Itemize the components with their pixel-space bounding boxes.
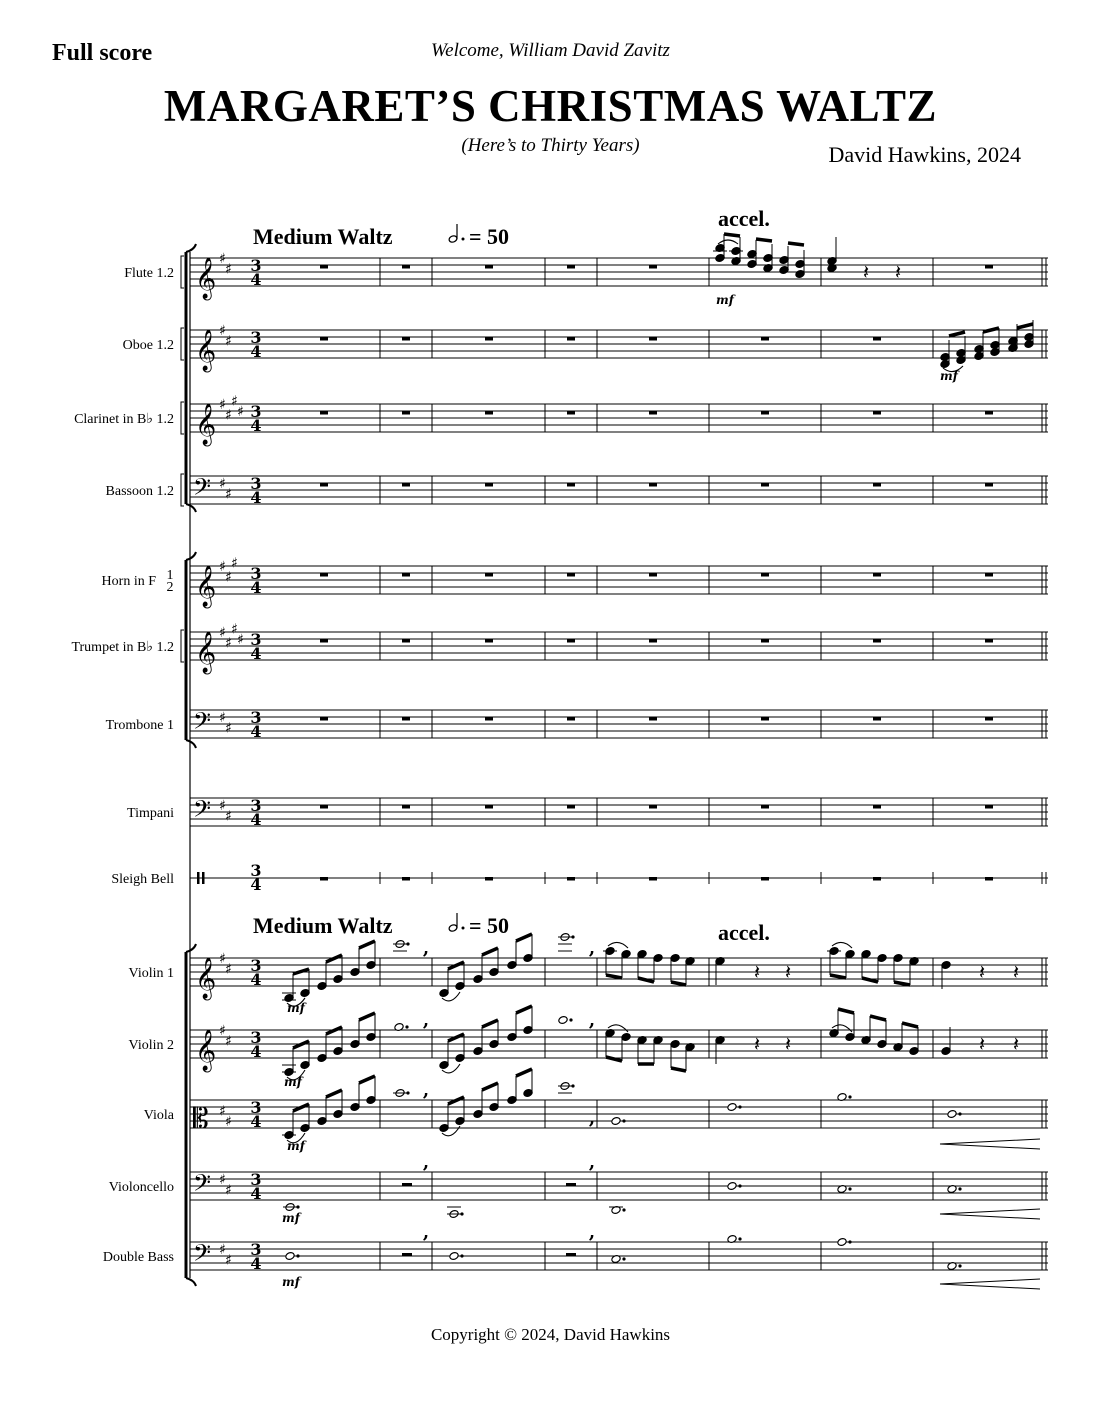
time-signature-bottom: 4 bbox=[250, 1042, 262, 1061]
dynamic-mf: mf bbox=[940, 369, 958, 383]
crescendo-hairpin bbox=[940, 1279, 1040, 1289]
note-beam bbox=[448, 1034, 464, 1041]
key-sharp: ♯ bbox=[219, 1023, 226, 1039]
quarter-rest: 𝄽 bbox=[753, 1032, 761, 1056]
quarter-rest: 𝄽 bbox=[1012, 960, 1020, 984]
key-sharp: ♯ bbox=[225, 808, 232, 825]
note-dot bbox=[848, 1095, 851, 1098]
measure-rest bbox=[761, 483, 769, 487]
instrument-label: Flute 1.2 bbox=[124, 266, 174, 281]
time-signature-top: 3 bbox=[250, 1098, 262, 1117]
note-dot bbox=[460, 1254, 463, 1257]
alto-clef: 𝄡 bbox=[193, 1102, 209, 1135]
measure-rest bbox=[567, 337, 575, 341]
time-signature-top: 3 bbox=[250, 956, 262, 975]
quarter-rest: 𝄽 bbox=[1012, 1032, 1020, 1056]
instrument-label-suffix: 2 bbox=[166, 580, 174, 595]
bracket-cap bbox=[186, 552, 196, 560]
measure-rest bbox=[485, 483, 493, 487]
time-signature-top: 3 bbox=[250, 474, 262, 493]
measure-rest bbox=[320, 411, 328, 415]
measure-rest bbox=[761, 717, 769, 721]
treble-clef: 𝄞 bbox=[195, 566, 217, 607]
key-sharp: ♯ bbox=[219, 476, 226, 492]
measure-rest bbox=[320, 717, 328, 721]
tempo-value: = 50 bbox=[469, 913, 510, 938]
measure-rest bbox=[873, 717, 881, 721]
measure-rest bbox=[985, 483, 993, 487]
time-signature-top: 3 bbox=[250, 564, 262, 583]
part-subbracket bbox=[181, 256, 184, 288]
breath-mark: , bbox=[588, 938, 596, 959]
measure-rest bbox=[485, 265, 493, 269]
measure-rest bbox=[485, 573, 493, 577]
measure-rest bbox=[485, 411, 493, 415]
time-signature-bottom: 4 bbox=[250, 644, 262, 663]
breath-mark: , bbox=[588, 1010, 596, 1031]
crescendo-hairpin bbox=[940, 1139, 1040, 1149]
treble-clef: 𝄞 bbox=[195, 1030, 217, 1071]
dynamic-mf: mf bbox=[287, 1139, 305, 1153]
measure-rest bbox=[567, 411, 575, 415]
tempo-marking-top: Medium Waltz bbox=[253, 224, 393, 249]
measure-rest bbox=[402, 265, 410, 269]
tempo-note-icon bbox=[448, 924, 458, 932]
measure-rest bbox=[402, 1183, 412, 1187]
key-sharp: ♯ bbox=[225, 486, 232, 503]
treble-clef: 𝄞 bbox=[195, 632, 217, 673]
bass-clef: 𝄢 bbox=[193, 707, 212, 740]
full-score-label: Full score bbox=[52, 40, 153, 66]
key-sharp: ♯ bbox=[225, 635, 232, 652]
measure-rest bbox=[402, 805, 410, 809]
quarter-rest: 𝄽 bbox=[862, 260, 870, 284]
key-sharp: ♯ bbox=[219, 397, 226, 413]
measure-rest bbox=[402, 877, 410, 881]
bass-clef: 𝄢 bbox=[193, 473, 212, 506]
quarter-rest: 𝄽 bbox=[753, 960, 761, 984]
measure-rest bbox=[567, 265, 575, 269]
measure-rest bbox=[873, 573, 881, 577]
percussion-clef bbox=[197, 872, 200, 884]
measure-rest bbox=[320, 573, 328, 577]
key-sharp: ♯ bbox=[225, 333, 232, 350]
part-subbracket bbox=[181, 402, 184, 434]
time-signature-top: 3 bbox=[250, 1240, 262, 1259]
note-beam bbox=[830, 975, 846, 978]
time-signature-top: 3 bbox=[250, 796, 262, 815]
measure-rest bbox=[320, 337, 328, 341]
note-dot bbox=[622, 1119, 625, 1122]
instrument-label: Trumpet in B♭ 1.2 bbox=[71, 640, 174, 655]
note-beam bbox=[516, 1006, 532, 1013]
quarter-rest: 𝄽 bbox=[978, 960, 986, 984]
note-beam bbox=[448, 1097, 464, 1104]
quarter-rest: 𝄽 bbox=[978, 1032, 986, 1056]
dynamic-mf: mf bbox=[282, 1275, 300, 1289]
bass-clef: 𝄢 bbox=[193, 795, 212, 828]
key-sharp: ♯ bbox=[219, 559, 226, 575]
measure-rest bbox=[873, 877, 881, 881]
instrument-label-suffix: 1 bbox=[166, 568, 174, 583]
time-signature-bottom: 4 bbox=[250, 875, 262, 894]
note-head bbox=[611, 1117, 621, 1126]
key-sharp: ♯ bbox=[219, 951, 226, 967]
measure-rest bbox=[985, 573, 993, 577]
measure-rest bbox=[567, 717, 575, 721]
key-sharp: ♯ bbox=[219, 1103, 226, 1120]
measure-rest bbox=[402, 639, 410, 643]
note-beam bbox=[671, 1068, 686, 1071]
time-signature-top: 3 bbox=[250, 328, 262, 347]
key-sharp: ♯ bbox=[231, 621, 238, 638]
time-signature-bottom: 4 bbox=[250, 270, 262, 289]
note-beam bbox=[983, 328, 999, 332]
note-beam bbox=[326, 1027, 342, 1034]
bass-clef: 𝄢 bbox=[193, 1239, 212, 1272]
measure-rest bbox=[485, 639, 493, 643]
measure-rest bbox=[402, 717, 410, 721]
note-beam bbox=[326, 955, 342, 962]
measure-rest bbox=[985, 805, 993, 809]
note-head bbox=[558, 1016, 568, 1025]
note-beam bbox=[359, 941, 375, 948]
key-sharp: ♯ bbox=[219, 1242, 226, 1258]
part-subbracket bbox=[181, 474, 184, 506]
treble-clef: 𝄞 bbox=[195, 404, 217, 445]
part-subbracket bbox=[181, 630, 184, 662]
treble-clef: 𝄞 bbox=[195, 958, 217, 999]
key-sharp: ♯ bbox=[225, 1114, 232, 1130]
key-sharp: ♯ bbox=[231, 555, 238, 572]
note-head bbox=[947, 1110, 957, 1119]
measure-rest bbox=[649, 337, 657, 341]
measure-rest bbox=[873, 337, 881, 341]
measure-rest bbox=[761, 573, 769, 577]
note-beam bbox=[482, 1020, 498, 1027]
note-beam bbox=[724, 234, 740, 236]
note-beam bbox=[606, 975, 622, 978]
measure-rest bbox=[985, 265, 993, 269]
key-sharp: ♯ bbox=[225, 720, 232, 737]
dynamic-mf: mf bbox=[284, 1075, 302, 1089]
note-beam bbox=[894, 982, 910, 985]
time-signature-top: 3 bbox=[250, 1170, 262, 1189]
note-dot bbox=[958, 1187, 961, 1190]
time-signature-top: 3 bbox=[250, 402, 262, 421]
time-signature-bottom: 4 bbox=[250, 416, 262, 435]
tempo-marking-strings: Medium Waltz bbox=[253, 913, 393, 938]
measure-rest bbox=[649, 265, 657, 269]
measure-rest bbox=[985, 411, 993, 415]
key-sharp: ♯ bbox=[219, 1172, 226, 1188]
instrument-label: Double Bass bbox=[102, 1250, 174, 1265]
measure-rest bbox=[567, 573, 575, 577]
dynamic-mf: mf bbox=[282, 1211, 300, 1225]
key-sharp: ♯ bbox=[225, 1033, 232, 1050]
note-head bbox=[837, 1238, 847, 1247]
measure-rest bbox=[761, 337, 769, 341]
accel-marking-top: accel. bbox=[718, 206, 770, 231]
note-dot bbox=[848, 1187, 851, 1190]
tempo-note-dot bbox=[462, 238, 465, 241]
bass-clef: 𝄢 bbox=[193, 1169, 212, 1202]
measure-rest bbox=[873, 411, 881, 415]
measure-rest bbox=[567, 639, 575, 643]
time-signature-bottom: 4 bbox=[250, 1112, 262, 1131]
measure-rest bbox=[566, 1253, 576, 1257]
measure-rest bbox=[567, 483, 575, 487]
time-signature-bottom: 4 bbox=[250, 578, 262, 597]
measure-rest bbox=[761, 805, 769, 809]
instrument-label: Bassoon 1.2 bbox=[105, 484, 174, 499]
instrument-label: Timpani bbox=[127, 806, 174, 821]
dynamic-mf: mf bbox=[287, 1001, 305, 1015]
breath-mark: , bbox=[588, 1108, 596, 1129]
time-signature-bottom: 4 bbox=[250, 342, 262, 361]
key-sharp: ♯ bbox=[225, 407, 232, 424]
note-dot bbox=[296, 1254, 299, 1257]
instrument-label: Sleigh Bell bbox=[111, 872, 174, 887]
measure-rest bbox=[649, 717, 657, 721]
note-dot bbox=[738, 1184, 741, 1187]
instrument-label: Trombone 1 bbox=[105, 718, 174, 733]
measure-rest bbox=[649, 573, 657, 577]
copyright: Copyright © 2024, David Hawkins bbox=[430, 1325, 671, 1344]
dedication: Welcome, William David Zavitz bbox=[431, 40, 670, 61]
key-sharp: ♯ bbox=[219, 251, 226, 267]
treble-clef: 𝄞 bbox=[195, 330, 217, 371]
accel-marking-strings: accel. bbox=[718, 920, 770, 945]
tempo-note-dot bbox=[462, 927, 465, 930]
note-beam bbox=[293, 1041, 309, 1048]
score-subtitle: (Here’s to Thirty Years) bbox=[461, 135, 640, 156]
measure-rest bbox=[761, 639, 769, 643]
time-signature-top: 3 bbox=[250, 256, 262, 275]
measure-rest bbox=[649, 805, 657, 809]
note-head bbox=[727, 1182, 737, 1191]
measure-rest bbox=[485, 877, 493, 881]
breath-mark: , bbox=[422, 1222, 430, 1243]
measure-rest bbox=[402, 573, 410, 577]
measure-rest bbox=[873, 805, 881, 809]
measure-rest bbox=[566, 1183, 576, 1187]
key-sharp: ♯ bbox=[231, 393, 238, 410]
note-head bbox=[449, 1252, 459, 1261]
bracket-cap bbox=[186, 740, 196, 748]
measure-rest bbox=[402, 483, 410, 487]
measure-rest bbox=[985, 877, 993, 881]
note-beam bbox=[326, 1090, 342, 1097]
measure-rest bbox=[649, 639, 657, 643]
instrument-label: Oboe 1.2 bbox=[122, 338, 174, 353]
note-beam bbox=[482, 948, 498, 955]
measure-rest bbox=[320, 639, 328, 643]
measure-rest bbox=[567, 877, 575, 881]
note-dot bbox=[738, 1237, 741, 1240]
instrument-label: Horn in F bbox=[101, 574, 156, 589]
measure-rest bbox=[320, 805, 328, 809]
note-dot bbox=[958, 1264, 961, 1267]
key-sharp: ♯ bbox=[225, 569, 232, 586]
note-beam bbox=[838, 1009, 854, 1013]
measure-rest bbox=[320, 877, 328, 881]
measure-rest bbox=[649, 483, 657, 487]
measure-rest bbox=[402, 411, 410, 415]
note-beam bbox=[293, 1104, 309, 1111]
time-signature-top: 3 bbox=[250, 630, 262, 649]
instrument-label: Violin 2 bbox=[128, 1038, 174, 1053]
time-signature-bottom: 4 bbox=[250, 810, 262, 829]
time-signature-top: 3 bbox=[250, 1028, 262, 1047]
time-signature-top: 3 bbox=[250, 861, 262, 880]
quarter-rest: 𝄽 bbox=[784, 960, 792, 984]
breath-mark: , bbox=[588, 1222, 596, 1243]
measure-rest bbox=[649, 877, 657, 881]
measure-rest bbox=[761, 411, 769, 415]
measure-rest bbox=[402, 337, 410, 341]
measure-rest bbox=[402, 1253, 412, 1257]
measure-rest bbox=[985, 639, 993, 643]
measure-rest bbox=[320, 483, 328, 487]
measure-rest bbox=[485, 337, 493, 341]
measure-rest bbox=[485, 805, 493, 809]
quarter-rest: 𝄽 bbox=[894, 260, 902, 284]
bracket-cap bbox=[186, 944, 196, 952]
slur bbox=[718, 240, 738, 244]
breath-mark: , bbox=[422, 1152, 430, 1173]
note-head bbox=[727, 1103, 737, 1112]
measure-rest bbox=[985, 717, 993, 721]
note-beam bbox=[359, 1076, 375, 1083]
crescendo-hairpin bbox=[940, 1209, 1040, 1219]
instrument-label: Violin 1 bbox=[128, 966, 174, 981]
note-beam bbox=[756, 239, 772, 241]
measure-rest bbox=[320, 265, 328, 269]
note-dot bbox=[738, 1105, 741, 1108]
measure-rest bbox=[761, 877, 769, 881]
tempo-note-icon bbox=[448, 235, 458, 243]
note-beam bbox=[448, 962, 464, 969]
breath-mark: , bbox=[422, 1010, 430, 1031]
measure-rest bbox=[873, 639, 881, 643]
key-sharp: ♯ bbox=[225, 961, 232, 978]
bracket-cap bbox=[186, 1278, 196, 1286]
note-beam bbox=[359, 1013, 375, 1020]
composer: David Hawkins, 2024 bbox=[828, 142, 1021, 167]
note-dot bbox=[622, 1257, 625, 1260]
time-signature-bottom: 4 bbox=[250, 488, 262, 507]
note-beam bbox=[516, 1069, 532, 1076]
key-sharp: ♯ bbox=[219, 798, 226, 814]
note-dot bbox=[958, 1112, 961, 1115]
measure-rest bbox=[485, 717, 493, 721]
note-beam bbox=[870, 1016, 886, 1020]
instrument-label: Clarinet in B♭ 1.2 bbox=[74, 412, 174, 427]
time-signature-bottom: 4 bbox=[250, 970, 262, 989]
note-dot bbox=[569, 1018, 572, 1021]
key-sharp: ♯ bbox=[225, 261, 232, 278]
key-sharp: ♯ bbox=[219, 710, 226, 726]
note-dot bbox=[848, 1240, 851, 1243]
score-title: MARGARET’S CHRISTMAS WALTZ bbox=[163, 81, 938, 131]
note-beam bbox=[949, 332, 965, 336]
key-sharp: ♯ bbox=[237, 404, 244, 420]
note-beam bbox=[788, 243, 804, 245]
tempo-value: = 50 bbox=[469, 224, 510, 249]
measure-rest bbox=[649, 411, 657, 415]
quarter-rest: 𝄽 bbox=[784, 1032, 792, 1056]
breath-mark: , bbox=[588, 1152, 596, 1173]
note-dot bbox=[622, 1208, 625, 1211]
instrument-label: Viola bbox=[143, 1108, 174, 1123]
bracket-cap bbox=[186, 244, 196, 252]
breath-mark: , bbox=[422, 1080, 430, 1101]
key-sharp: ♯ bbox=[237, 632, 244, 648]
note-dot bbox=[405, 1025, 408, 1028]
time-signature-bottom: 4 bbox=[250, 722, 262, 741]
key-sharp: ♯ bbox=[219, 323, 226, 339]
note-head bbox=[285, 1252, 295, 1261]
treble-clef: 𝄞 bbox=[195, 258, 217, 299]
note-beam bbox=[671, 982, 686, 985]
breath-mark: , bbox=[422, 938, 430, 959]
note-beam bbox=[902, 1023, 918, 1027]
note-beam bbox=[293, 969, 309, 974]
key-sharp: ♯ bbox=[225, 1252, 232, 1269]
percussion-clef bbox=[202, 872, 205, 884]
key-sharp: ♯ bbox=[225, 1182, 232, 1199]
key-sharp: ♯ bbox=[219, 625, 226, 641]
measure-rest bbox=[873, 483, 881, 487]
time-signature-bottom: 4 bbox=[250, 1184, 262, 1203]
part-subbracket bbox=[181, 328, 184, 360]
time-signature-top: 3 bbox=[250, 708, 262, 727]
note-beam bbox=[516, 934, 532, 941]
time-signature-bottom: 4 bbox=[250, 1254, 262, 1273]
instrument-label: Violoncello bbox=[108, 1180, 174, 1195]
dynamic-mf: mf bbox=[716, 293, 734, 307]
note-beam bbox=[482, 1083, 498, 1090]
measure-rest bbox=[567, 805, 575, 809]
note-beam bbox=[1017, 324, 1033, 328]
